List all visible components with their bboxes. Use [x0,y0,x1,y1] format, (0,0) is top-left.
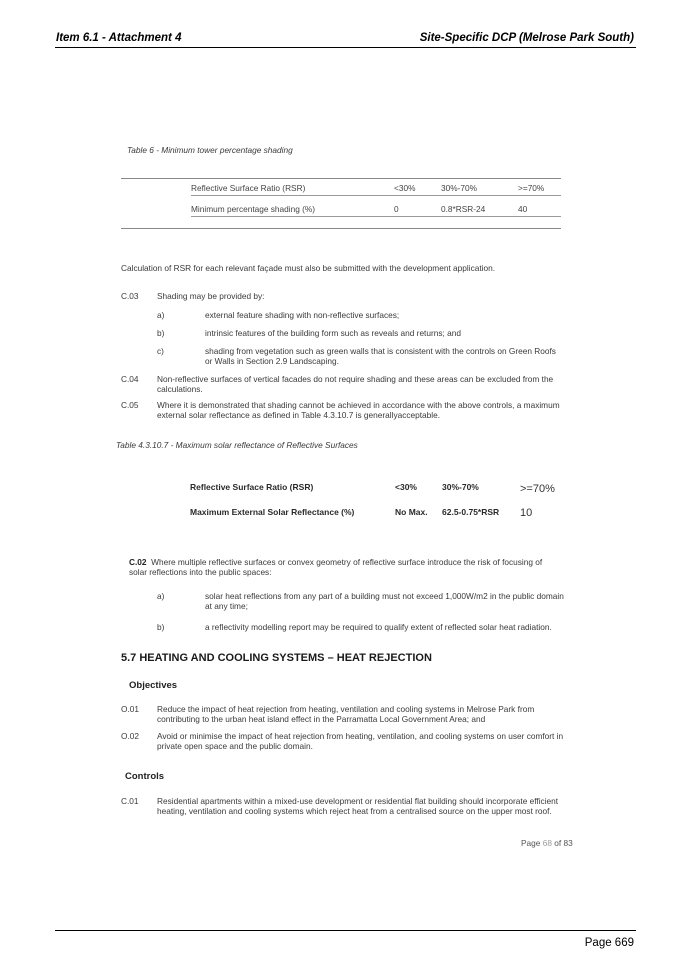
objective-code: O.01 [121,704,139,714]
control-code: C.02 [129,557,147,567]
table-cell: 62.5-0.75*RSR [442,507,500,517]
page-prefix: Page [521,838,541,848]
table-cell: <30% [394,183,416,193]
table6-top-rule [121,178,561,179]
section-heading: 5.7 HEATING AND COOLING SYSTEMS – HEAT REJECTION [121,652,432,664]
list-item: shading from vegetation such as green walls that is consistent with the controls on Green Roofs or Walls in Section 2.9 Landscaping. [205,346,556,366]
page-sep: of [554,838,562,848]
page-current: 68 [542,838,552,848]
header-document-title: Site-Specific DCP (Melrose Park South) [419,32,634,44]
control-code: C.03 [121,291,139,301]
objectives-heading: Objectives [129,680,178,691]
control-code: C.04 [121,374,139,384]
list-item-letter: b) [157,622,165,632]
list-item: external feature shading with non-reflective surfaces; [205,310,400,320]
inner-page-number [521,838,573,848]
table6-caption: Table 6 - Minimum tower percentage shading [127,145,293,155]
table-cell: 40 [518,204,528,214]
objective-text: Reduce the impact of heat rejection from heating, ventilation and cooling systems in Melrose Park from contributing to the urban heat island effect in the Parramatta Local Government Area; and [157,704,535,724]
controls-heading: Controls [125,771,165,782]
control-text: Non-reflective surfaces of vertical facades do not require shading and these areas can be excluded from the calculations. [157,374,554,394]
list-item-letter: a) [157,591,165,601]
list-item-letter: c) [157,346,164,356]
list-item: intrinsic features of the building form such as reveals and returns; and [205,328,461,338]
table-cell: >=70% [520,483,555,495]
table-cell: 0 [394,204,399,214]
list-item-letter: a) [157,310,165,320]
table6 [121,183,561,223]
table-row [121,183,561,195]
table2-caption: Table 4.3.10.7 - Maximum solar reflectance of Reflective Surfaces [116,440,358,450]
list-item: a reflectivity modelling report may be required to qualify extent of reflected solar heat radiation. [205,622,552,632]
table2 [190,482,570,522]
table-cell: Maximum External Solar Reflectance (%) [190,507,355,517]
table-row [121,204,561,216]
control-text: Residential apartments within a mixed-use development or residential flat building should incorporate efficient heating, ventilation and cooling systems which reject heat from a centralised source on the upper most roof. [157,796,559,816]
control-text: Where it is demonstrated that shading cannot be achieved in accordance with the above controls, a maximum external solar reflectance as defined in Table 4.3.10.7 is generallyacceptable. [157,400,560,420]
table-cell: No Max. [395,507,428,517]
header-divider [55,47,636,48]
table-cell: 0.8*RSR-24 [441,204,486,214]
table-cell: Minimum percentage shading (%) [191,204,316,214]
table-cell: <30% [395,482,417,492]
table-cell: Reflective Surface Ratio (RSR) [190,482,314,492]
control-code: C.01 [121,796,139,806]
objective-code: O.02 [121,731,139,741]
table-cell: 30%-70% [441,183,477,193]
list-item: solar heat reflections from any part of a building must not exceed 1,000W/m2 in the public domain at any time; [205,591,564,611]
control-c02 [129,557,559,577]
table6-bottom-rule [121,228,561,229]
table-cell: Reflective Surface Ratio (RSR) [191,183,306,193]
control-text: Shading may be provided by: [157,291,265,301]
row-divider [191,216,561,217]
header-item-label: Item 6.1 - Attachment 4 [56,32,182,44]
footer-page-number: Page 669 [584,937,634,949]
table-cell: 30%-70% [442,482,479,492]
footer-divider [55,930,636,931]
rsr-note: Calculation of RSR for each relevant façade must also be submitted with the development application. [121,263,496,273]
objective-text: Avoid or minimise the impact of heat rejection from heating, ventilation, and cooling systems on user comfort in private open space and the public domain. [157,731,564,751]
control-text: Where multiple reflective surfaces or convex geometry of reflective surface introduce the risk of focusing of solar reflections into the public spaces: [129,557,543,577]
control-code: C.05 [121,400,139,410]
table-cell: 10 [520,507,533,519]
row-divider [191,195,561,196]
page-total: 83 [563,838,573,848]
list-item-letter: b) [157,328,165,338]
table-cell: >=70% [518,183,545,193]
